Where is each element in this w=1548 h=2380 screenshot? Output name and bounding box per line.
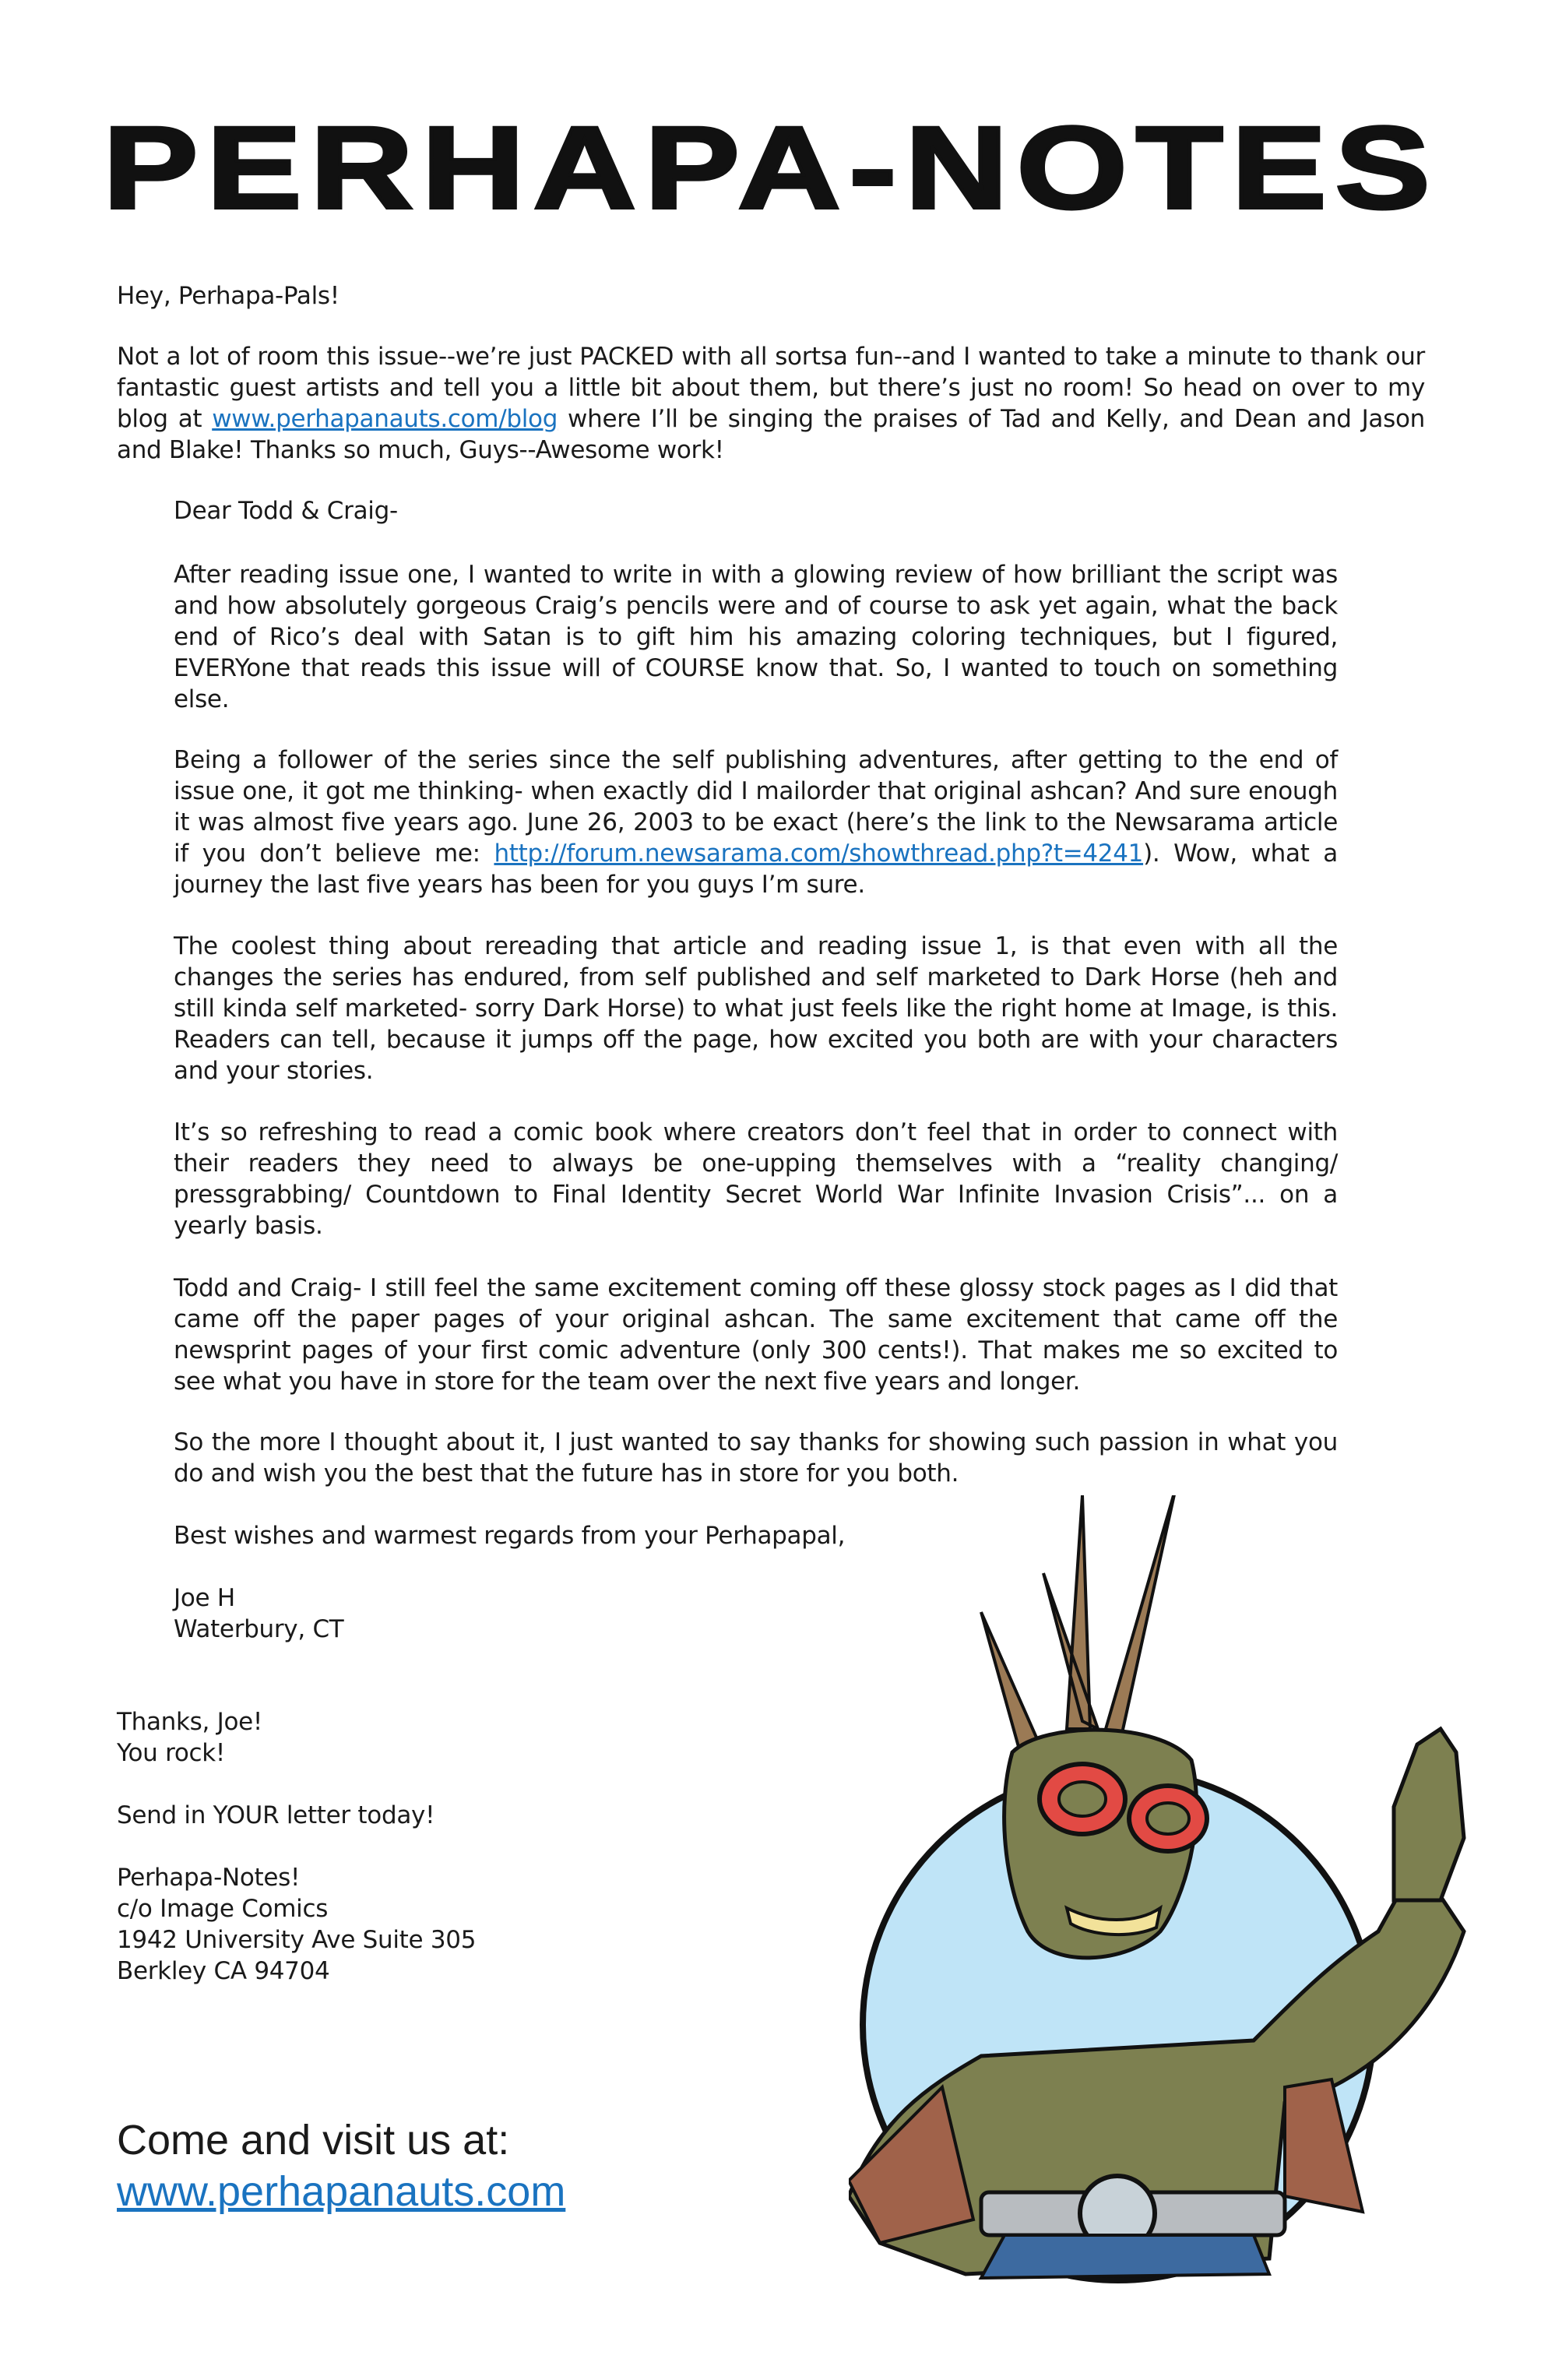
intro-text: Not a lot of room this issue--we’re just PACKED with all sortsa fun--and I wanted to take a minute to thank our fantastic guest artists and tell you a little bit about them, but there’s just no room! So head on over to my blog at	[117, 343, 1425, 433]
letter-paragraph-3: The coolest thing about rereading that article and reading issue 1, is that even with all the changes the series has endured, from self published and self marketed to Dark Horse (heh and still kinda self marketed- sorry Dark Horse) to what just feels like the right home at Image, is this. Readers can tell, because it jumps off the page, how excited you both are with your characters and your stories.	[174, 932, 1338, 1085]
letter-paragraph-1: After reading issue one, I wanted to write in with a glowing review of how brilliant the script was and how absolutely gorgeous Craig’s pencils were and of course to ask yet again, what the back end of Rico’s deal with Satan is to gift him his amazing coloring techniques, but I figured, EVERYone that reads this issue will of COURSE know that. So, I wanted to touch on something else.	[174, 561, 1338, 713]
greeting: Hey, Perhapa-Pals!	[117, 282, 340, 310]
intro-text-end: where I’ll be singing the praises of Tad and Kelly, and Dean and Jason and Blake! Thanks so much, Guys--Awesome work!	[117, 405, 1425, 464]
reply-line-2: You rock!	[117, 1739, 226, 1767]
letter-paragraph-4: It’s so refreshing to read a comic book where creators don’t feel that in order to connect with their readers they need to always be one-upping themselves with a “reality changing/ pressgrabbing/ Countdown to Final Identity Secret World War Infinite Invasion Crisis”... on a yearly basis.	[174, 1118, 1338, 1240]
blog-link[interactable]: www.perhapanauts.com/blog	[212, 405, 558, 433]
intro-paragraph	[117, 341, 1425, 466]
letter-signature: Joe H	[174, 1584, 235, 1612]
visit-label: Come and visit us at:	[117, 2117, 510, 2163]
antennae	[981, 1495, 1176, 1752]
page-title: PERHAPA-NOTES	[103, 102, 1439, 233]
p2-text-end: ). Wow, what a journey the last five years has been for you guys I’m sure.	[174, 840, 1338, 899]
address-line-3: 1942 University Ave Suite 305	[117, 1926, 477, 1954]
letter-location: Waterbury, CT	[174, 1615, 344, 1643]
p2-text: Being a follower of the series since the self publishing adventures, after getting to the end of issue one, it got me thinking- when exactly did I mailorder that original ashcan? And sure enough it was almost five years ago. June 26, 2003 to be exact (here’s the link to the Newsarama article if you don’t believe me:	[174, 746, 1338, 868]
pants	[981, 2235, 1269, 2278]
website-link[interactable]: www.perhapanauts.com	[117, 2168, 566, 2215]
character-illustration	[849, 1495, 1487, 2297]
letter-paragraph-6: So the more I thought about it, I just wanted to say thanks for showing such passion in what you do and wish you the best that the future has in store for you both.	[174, 1428, 1338, 1488]
letter-paragraph-2	[174, 745, 1338, 900]
address-line-4: Berkley CA 94704	[117, 1957, 330, 1985]
reply-line-1: Thanks, Joe!	[117, 1708, 263, 1736]
visit-block	[117, 2114, 565, 2217]
newsarama-link[interactable]: http://forum.newsarama.com/showthread.php?t=4241	[494, 840, 1144, 868]
address-line-1: Perhapa-Notes!	[117, 1864, 301, 1892]
letter-closing: Best wishes and warmest regards from your Perhapapal,	[174, 1522, 846, 1550]
letter-paragraph-5: Todd and Craig- I still feel the same excitement coming off these glossy stock pages as I did that came off the paper pages of your original ashcan. The same excitement that came off the newsprint pages of your first comic adventure (only 300 cents!). That makes me so excited to see what you have in store for the team over the next five years and longer.	[174, 1274, 1338, 1396]
letter-salutation: Dear Todd & Craig-	[174, 497, 398, 525]
address-line-2: c/o Image Comics	[117, 1895, 329, 1923]
call-to-action: Send in YOUR letter today!	[117, 1801, 435, 1829]
raised-hand	[1394, 1729, 1464, 1900]
